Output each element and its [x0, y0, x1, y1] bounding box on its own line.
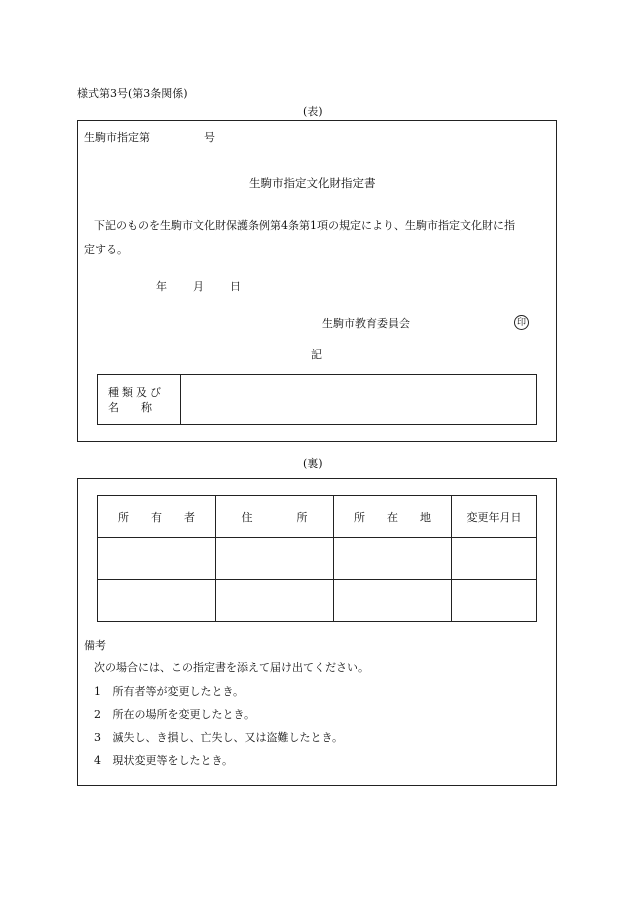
remark-text: 所有者等が変更したとき。 [112, 685, 245, 698]
remarks-label: 備考 [84, 639, 106, 652]
remark-text: 滅失し、き損し、亡失し、又は盗難したとき。 [112, 731, 344, 744]
back-heading: (裏) [303, 457, 323, 470]
header-change-date: 変更年月日 [452, 496, 537, 538]
remark-item-2 [94, 706, 255, 722]
seal-icon: 印 [514, 315, 529, 330]
remarks-intro: 次の場合には、この指定書を添えて届け出てください。 [94, 661, 369, 674]
cell-change-date [452, 538, 537, 580]
type-name-label-cell [98, 375, 181, 425]
remark-number: 1 [94, 685, 101, 698]
body-text-line-1: 下記のものを生駒市文化財保護条例第4条第1項の規定により、生駒市指定文化財に指 [94, 219, 515, 232]
date-day-label: 日 [230, 280, 241, 293]
remark-text: 所在の場所を変更したとき。 [112, 708, 256, 721]
type-name-value-cell [181, 375, 537, 425]
type-name-table [97, 374, 537, 425]
remark-item-1 [94, 683, 244, 699]
front-panel [77, 120, 557, 442]
document-title: 生駒市指定文化財指定書 [249, 176, 376, 190]
cell-owner [98, 580, 216, 622]
remark-number: 4 [94, 754, 101, 767]
cell-address [216, 538, 334, 580]
date-year-label: 年 [156, 280, 167, 293]
remark-number: 2 [94, 708, 101, 721]
cell-location [334, 580, 452, 622]
table-row [98, 538, 537, 580]
header-location: 所 在 地 [334, 496, 452, 538]
owner-table [97, 495, 537, 622]
body-text-line-2: 定する。 [84, 243, 128, 256]
designation-number-suffix: 号 [204, 131, 215, 144]
designation-number-prefix: 生駒市指定第 [84, 131, 150, 144]
remark-number: 3 [94, 731, 101, 744]
type-name-label-line1: 種類及び [108, 385, 164, 399]
type-name-label-line2: 名 称 [108, 400, 152, 414]
cell-change-date [452, 580, 537, 622]
cell-owner [98, 538, 216, 580]
cell-address [216, 580, 334, 622]
ki-label: 記 [311, 348, 322, 361]
remark-text: 現状変更等をしたとき。 [112, 754, 234, 767]
owner-table-header-row [98, 496, 537, 538]
front-heading: (表) [303, 105, 323, 118]
header-address: 住 所 [216, 496, 334, 538]
remark-item-4 [94, 752, 233, 768]
header-owner: 所 有 者 [98, 496, 216, 538]
back-panel [77, 478, 557, 786]
form-label: 様式第3号(第3条関係) [77, 87, 188, 100]
issuer-name: 生駒市教育委員会 [322, 317, 410, 330]
date-month-label: 月 [193, 280, 204, 293]
remark-item-3 [94, 729, 343, 745]
table-row [98, 580, 537, 622]
cell-location [334, 538, 452, 580]
